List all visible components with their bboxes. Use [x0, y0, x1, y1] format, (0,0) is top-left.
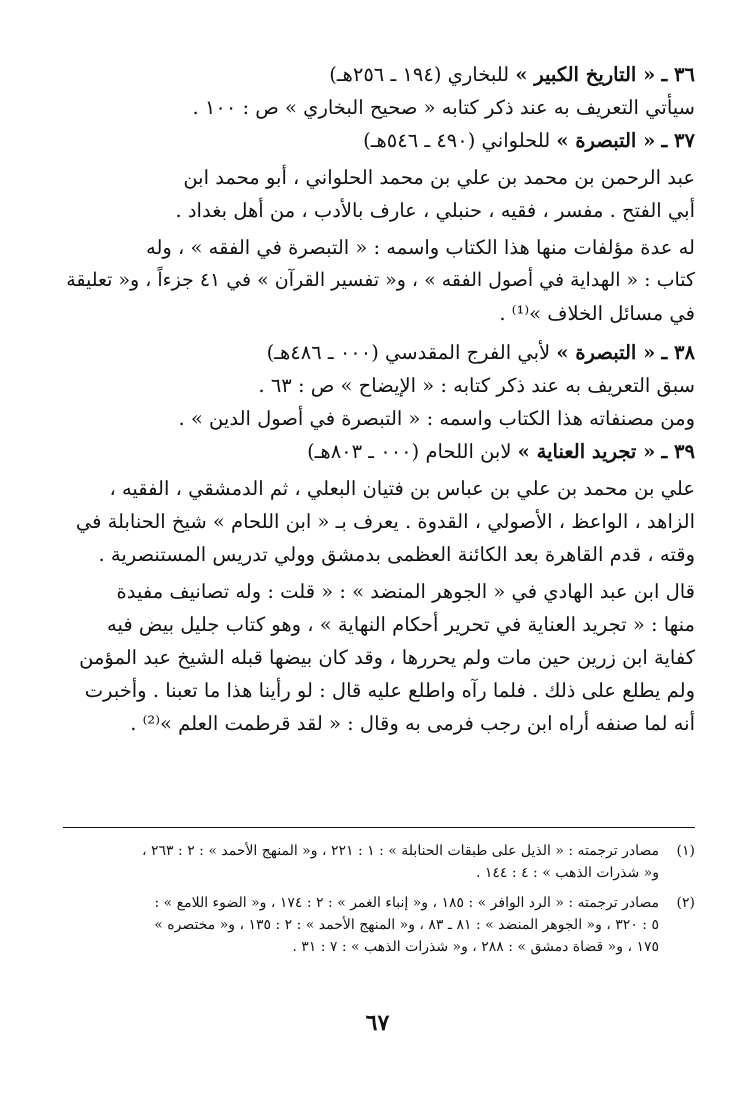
entry-number: ٣٩ ـ — [661, 440, 695, 463]
entry-heading — [60, 435, 695, 468]
entry-36 — [60, 58, 695, 124]
biography-paragraph — [60, 472, 695, 571]
entry-text-line: في مسائل الخلاف »⁽¹⁾ . — [499, 302, 695, 325]
entry-heading — [60, 58, 695, 91]
entry-text-line: ولم يطلع على ذلك . فلما رآه واطلع عليه قال : لو رأينا هذا ما تعبنا . وأخبرت — [84, 679, 695, 702]
biography-paragraph — [60, 161, 695, 227]
entry-number: ٣٨ ـ — [661, 341, 695, 364]
footnote-body — [57, 840, 659, 884]
entry-text-line: قال ابن عبد الهادي في « الجوهر المنضد » : « قلت : وله تصانيف مفيدة — [116, 580, 695, 603]
footnote-1 — [57, 840, 695, 884]
works-paragraph — [60, 231, 695, 330]
entry-title: « التبصرة » — [556, 129, 656, 152]
entry-author: للبخاري (١٩٤ ـ ٢٥٦هـ) — [329, 63, 516, 86]
entry-title: « تجريد العناية » — [517, 440, 656, 463]
footnote-line: ٥ : ٣٢٠ ، و« الجوهر المنضد » : ٨١ ـ ٨٣ ، و« المنهج الأحمد » : ٢ : ١٣٥ ، و« مختصره » — [154, 917, 659, 933]
entry-text-line: كتاب : « الهداية في أصول الفقه » ، و« تفسير القرآن » في ٤١ جزءاً ، و« تعليقة — [66, 269, 695, 291]
footnote-line: مصادر ترجمته : « الرد الوافر » : ١٨٥ ، و« إنباء الغمر » : ٢ : ١٧٤ ، و« الضوء اللامع » : — [154, 895, 659, 911]
entry-39 — [60, 435, 695, 740]
entry-number: ٣٦ ـ — [661, 63, 695, 86]
footnote-line: ١٧٥ ، و« قضاة دمشق » : ٢٨٨ ، و« شذرات الذهب » : ٧ : ٣١ . — [292, 939, 659, 955]
entry-text-line: عبد الرحمن بن محمد بن علي بن محمد الحلواني ، أبو محمد ابن — [183, 166, 695, 189]
footnote-number: (٢) — [676, 895, 695, 911]
footnotes — [57, 840, 695, 966]
entry-text-line: وقته ، قدم القاهرة بعد الكائنة العظمى بدمشق وولي تدريس المستنصرية . — [98, 543, 695, 566]
footnote-line: مصادر ترجمته : « الذيل على طبقات الحنابلة » : ١ : ٢٢١ ، و« المنهج الأحمد » : ٢ : ٢٦٣ ، — [142, 843, 659, 859]
entry-number: ٣٧ ـ — [661, 129, 695, 152]
entry-text-line: الزاهد ، الواعظ ، الأصولي ، القدوة . يعرف بـ « ابن اللحام » شيخ الحنابلة في — [75, 510, 695, 533]
entry-38 — [60, 336, 695, 435]
entry-text-line: علي بن محمد بن علي بن عباس بن فتيان البعلي ، ثم الدمشقي ، الفقيه ، — [109, 477, 695, 500]
entry-title: « التبصرة » — [556, 341, 656, 364]
entry-author: للحلواني (٤٩٠ ـ ٥٤٦هـ) — [363, 129, 557, 152]
entry-text-line: له عدة مؤلفات منها هذا الكتاب واسمه : « التبصرة في الفقه » ، وله — [146, 236, 695, 259]
entry-text-line: أنه لما صنفه أراه ابن رجب فرمى به وقال : « لقد قرطمت العلم »⁽²⁾ . — [130, 712, 695, 735]
footnote-line: و« شذرات الذهب » : ٤ : ١٤٤ . — [475, 865, 659, 881]
footnote-2 — [57, 892, 695, 958]
quote-paragraph — [60, 575, 695, 740]
entry-text-line: ومن مصنفاته هذا الكتاب واسمه : « التبصرة في أصول الدين » . — [178, 407, 695, 430]
entry-text-line: سيأتي التعريف به عند ذكر كتابه « صحيح البخاري » ص : ١٠٠ . — [192, 96, 695, 119]
entry-title: « التاريخ الكبير » — [515, 63, 656, 86]
footnote-number: (١) — [676, 843, 695, 859]
entry-text-line: سبق التعريف به عند ذكر كتابه : « الإيضاح » ص : ٦٣ . — [258, 374, 695, 397]
entry-text-line: كفاية ابن زرين حين مات ولم يحررها ، وقد كان بيضها قبله الشيخ عبد المؤمن — [79, 646, 695, 669]
entry-37 — [60, 124, 695, 330]
footnote-body — [57, 892, 659, 958]
entry-heading — [60, 124, 695, 157]
entry-text-line: منها : « تجريد العناية في تحرير أحكام النهاية » ، وهو كتاب جليل بيض فيه — [107, 613, 695, 636]
entry-author: لابن اللحام (٠٠٠ ـ ٨٠٣هـ) — [307, 440, 518, 463]
entry-text-line: أبي الفتح . مفسر ، فقيه ، حنبلي ، عارف بالأدب ، من أهل بغداد . — [175, 199, 695, 222]
entry-heading — [60, 336, 695, 369]
page-number: ٦٧ — [365, 1010, 390, 1036]
entry-author: لأبي الفرج المقدسي (٠٠٠ ـ ٤٨٦هـ) — [266, 341, 557, 364]
footnote-divider — [63, 827, 695, 828]
